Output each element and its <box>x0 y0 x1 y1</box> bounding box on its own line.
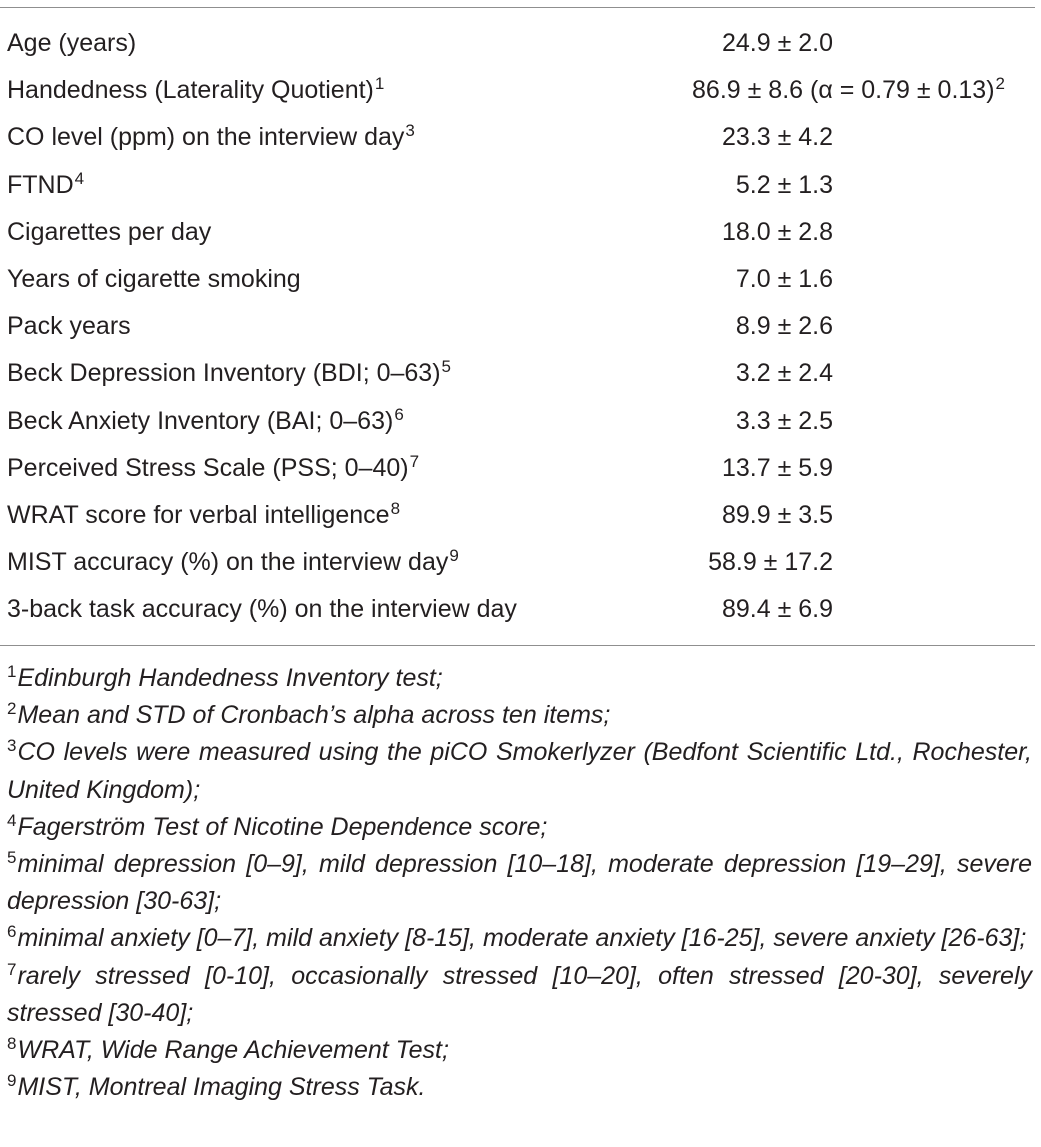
footnote-ref: 2 <box>995 74 1005 94</box>
row-label: MIST accuracy (%) on the interview day$^9$ <box>7 546 459 577</box>
footnote <box>7 809 1032 846</box>
footnote-text: Fagerström Test of Nicotine Dependence score; <box>17 812 548 841</box>
row-label: Years of cigarette smoking <box>7 264 301 293</box>
row-label: Beck Anxiety Inventory (BAI; 0–63)$^6$ <box>7 404 404 435</box>
row-value: 24.9 ± 2.0 <box>721 29 833 57</box>
table-row <box>0 350 1035 397</box>
row-value: 7.0 ± 1.6 <box>735 264 833 293</box>
footnote-text: Mean and STD of Cronbach’s alpha across ten items; <box>17 701 611 730</box>
footnote-number: 3 <box>7 736 17 756</box>
row-value: 86.9 ± 8.6 (α = 0.79 ± 0.13)$^2$ <box>692 74 1005 105</box>
footnote <box>7 920 1032 957</box>
table-row <box>0 445 1035 492</box>
row-value: 18.0 ± 2.8 <box>721 217 833 246</box>
table-row <box>0 162 1035 209</box>
row-label: Beck Depression Inventory (BDI; 0–63)$^5$ <box>7 357 452 388</box>
footnote-text: WRAT, Wide Range Achievement Test; <box>17 1036 449 1065</box>
row-value: 3.2 ± 2.4 <box>735 359 833 388</box>
table-row <box>0 303 1035 350</box>
table-row <box>0 539 1035 586</box>
row-label: Cigarettes per day <box>7 217 212 246</box>
table-top-rule <box>0 7 1035 8</box>
row-value: 23.3 ± 4.2 <box>721 123 833 152</box>
row-label: FTND$^4$ <box>7 168 85 199</box>
footnote-text: rarely stressed [0-10], occasionally stressed [10–20], often stressed [20-30], severely stressed [30-40]; <box>7 961 1032 1027</box>
footnote <box>7 697 1032 734</box>
footnote-text: Edinburgh Handedness Inventory test; <box>17 664 443 692</box>
row-label: 3-back task accuracy (%) on the interview day <box>7 595 517 624</box>
footnote-text: CO levels were measured using the piCO Smokerlyzer (Bedfont Scientific Ltd., Rochester, United Kingdom); <box>7 738 1032 804</box>
row-label: CO level (ppm) on the interview day$^3$ <box>7 121 415 152</box>
row-label: Handedness (Laterality Quotient)$^1$ <box>7 74 385 105</box>
row-value: 89.9 ± 3.5 <box>721 500 833 529</box>
row-label: Pack years <box>7 312 131 341</box>
footnote-number: 5 <box>7 848 17 868</box>
footnote-number: 2 <box>7 699 17 719</box>
footnotes <box>7 660 1032 1106</box>
footnote-text: minimal depression [0–9], mild depression [10–18], moderate depression [19–29], severe depression [30-63]; <box>7 850 1032 916</box>
footnote-number: 9 <box>7 1071 17 1091</box>
footnote-number: 4 <box>7 810 17 830</box>
table-row <box>0 492 1035 539</box>
table-row <box>0 67 1035 114</box>
footnote-number: 7 <box>7 959 17 979</box>
table-row <box>0 398 1035 445</box>
footnote-ref: 7 <box>409 451 420 471</box>
footnote <box>7 734 1032 808</box>
table-row <box>0 209 1035 256</box>
footnote <box>7 958 1032 1032</box>
footnote-ref: 3 <box>405 121 415 141</box>
footnote-ref: 5 <box>441 357 452 377</box>
table-bottom-rule <box>0 645 1035 646</box>
row-label: WRAT score for verbal intelligence$^8$ <box>7 498 401 529</box>
row-label: Age (years) <box>7 29 137 57</box>
row-value: 8.9 ± 2.6 <box>735 312 833 341</box>
row-value: 13.7 ± 5.9 <box>721 453 833 482</box>
footnote-number: 8 <box>7 1034 17 1054</box>
table-row <box>0 20 1035 67</box>
table-row <box>0 114 1035 161</box>
table-row <box>0 586 1035 633</box>
footnote-text: minimal anxiety [0–7], mild anxiety [8-15], moderate anxiety [16-25], severe anxiety [26-63]; <box>17 924 1027 953</box>
footnote-number: 1 <box>7 662 17 681</box>
footnote <box>7 846 1032 920</box>
row-value: 89.4 ± 6.9 <box>721 595 833 624</box>
row-value: 5.2 ± 1.3 <box>735 170 833 199</box>
footnote-ref: 6 <box>394 404 404 424</box>
footnote-number: 6 <box>7 922 17 942</box>
row-value: 58.9 ± 17.2 <box>708 548 833 577</box>
footnote <box>7 660 1032 697</box>
footnote-ref: 9 <box>449 546 459 566</box>
footnote <box>7 1069 1032 1106</box>
row-label: Perceived Stress Scale (PSS; 0–40)$^7$ <box>7 451 420 482</box>
footnote-text: MIST, Montreal Imaging Stress Task. <box>17 1073 426 1102</box>
footnote-ref: 1 <box>374 74 385 94</box>
footnote <box>7 1032 1032 1069</box>
footnote-ref: 8 <box>390 498 401 518</box>
table-row <box>0 256 1035 303</box>
footnote-ref: 4 <box>74 168 85 188</box>
demographics-table <box>0 20 1035 633</box>
row-value: 3.3 ± 2.5 <box>735 406 833 435</box>
